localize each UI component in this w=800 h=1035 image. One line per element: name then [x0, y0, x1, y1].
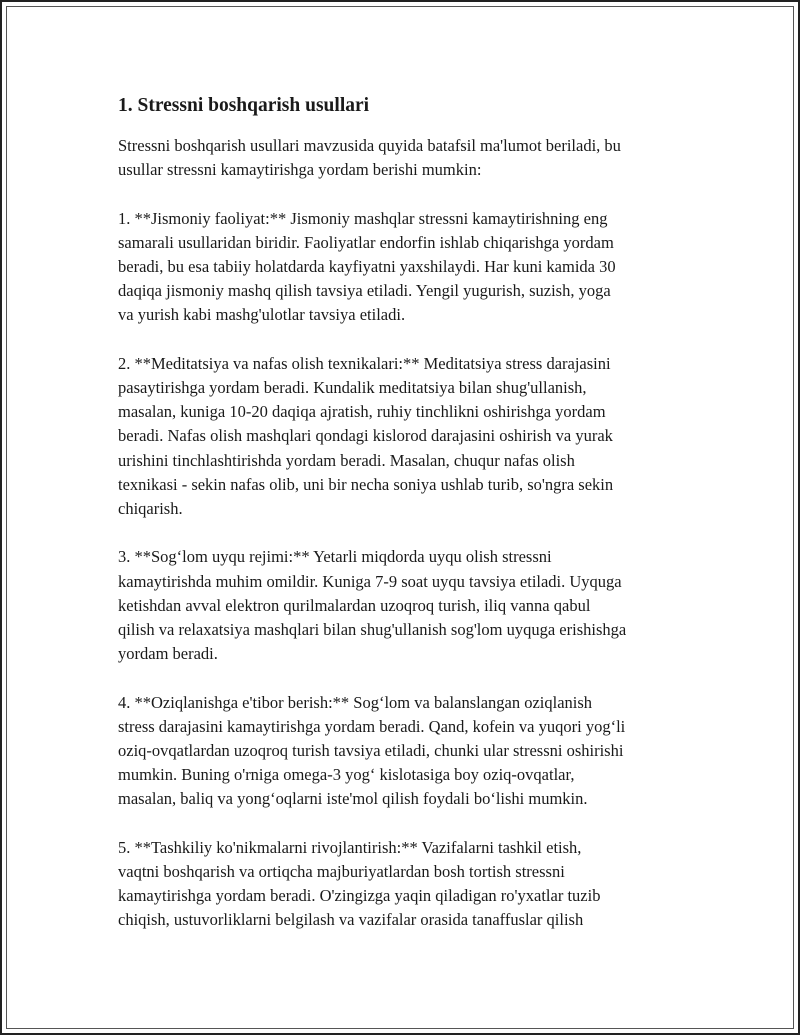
text-line: 2. **Meditatsiya va nafas olish texnikalari:** Meditatsiya stress darajasini — [118, 353, 611, 373]
text-line: kamaytirishda muhim omildir. Kuniga 7-9 soat uyqu tavsiya etiladi. Uyquga — [118, 571, 622, 591]
intro-paragraph — [118, 134, 708, 182]
section-organization — [118, 836, 708, 933]
text-line: stress darajasini kamaytirishga yordam beradi. Qand, kofein va yuqori yog‘li — [118, 716, 626, 736]
text-line: kamaytirishga yordam beradi. O'zingizga yaqin qiladigan ro'yxatlar tuzib — [118, 886, 601, 906]
text-line: 5. **Tashkiliy ko'nikmalarni rivojlantirish:** Vazifalarni tashkil etish, — [118, 837, 582, 857]
text-line: masalan, kuniga 10-20 daqiqa ajratish, ruhiy tinchlikni oshirishga yordam — [118, 402, 606, 422]
text-line: texnikasi - sekin nafas olib, uni bir necha soniya ushlab turib, so'ngra sekin — [118, 474, 614, 494]
text-line: oziq-ovqatlardan uzoqroq turish tavsiya etiladi, chunki ular stressni oshirishi — [118, 741, 624, 761]
text-line: 4. **Oziqlanishga e'tibor berish:** Sog‘lom va balanslangan oziqlanish — [118, 692, 593, 712]
text-line: pasaytirishga yordam beradi. Kundalik meditatsiya bilan shug'ullanish, — [118, 378, 587, 397]
text-line: usullar stressni kamaytirishga yordam berishi mumkin: — [118, 160, 482, 180]
text-line: qilish va relaxatsiya mashqlari bilan shug'ullanish sog'lom uyquga erishishga — [118, 620, 627, 640]
section-physical-activity — [118, 207, 708, 328]
text-line: 1. **Jismoniy faoliyat:** Jismoniy mashqlar stressni kamaytirishning eng — [118, 208, 608, 228]
text-line: daqiqa jismoniy mashq qilish tavsiya etiladi. Yengil yugurish, suzish, yoga — [118, 281, 611, 301]
text-line: beradi, bu esa tabiiy holatdarda kayfiyatni yaxshilaydi. Har kuni kamida 30 — [118, 257, 616, 276]
text-line: mumkin. Buning o'rniga omega-3 yog‘ kislotasiga boy oziq-ovqatlar, — [118, 765, 575, 785]
text-line: ketishdan avval elektron qurilmalardan uzoqroq turish, iliq vanna qabul — [118, 595, 591, 615]
section-sleep — [118, 545, 708, 666]
text-line: samarali usullaridan biridir. Faoliyatlar endorfin ishlab chiqarishga yordam — [118, 232, 614, 252]
document-title: 1. Stressni boshqarish usullari — [118, 95, 370, 116]
document-body — [118, 92, 708, 957]
text-line: 3. **Sog‘lom uyqu rejimi:** Yetarli miqdorda uyqu olish stressni — [118, 547, 552, 567]
text-line: Stressni boshqarish usullari mavzusida quyida batafsil ma'lumot beriladi, bu — [118, 136, 621, 155]
text-line: vaqtni boshqarish va ortiqcha majburiyatlardan bosh tortish stressni — [118, 862, 565, 882]
section-nutrition — [118, 691, 708, 812]
text-line: va yurish kabi mashg'ulotlar tavsiya etiladi. — [118, 305, 406, 325]
text-line: urishini tinchlashtirishda yordam beradi. Masalan, chuqur nafas olish — [118, 450, 575, 470]
text-line: masalan, baliq va yong‘oqlarni iste'mol qilish foydali bo‘lishi mumkin. — [118, 789, 588, 809]
section-meditation — [118, 352, 708, 521]
text-line: beradi. Nafas olish mashqlari qondagi kislorod darajasini oshirish va yurak — [118, 426, 613, 446]
text-line: chiqish, ustuvorliklarni belgilash va vazifalar orasida tanaffuslar qilish — [118, 910, 584, 930]
text-line: chiqarish. — [118, 499, 183, 519]
text-line: yordam beradi. — [118, 644, 218, 664]
